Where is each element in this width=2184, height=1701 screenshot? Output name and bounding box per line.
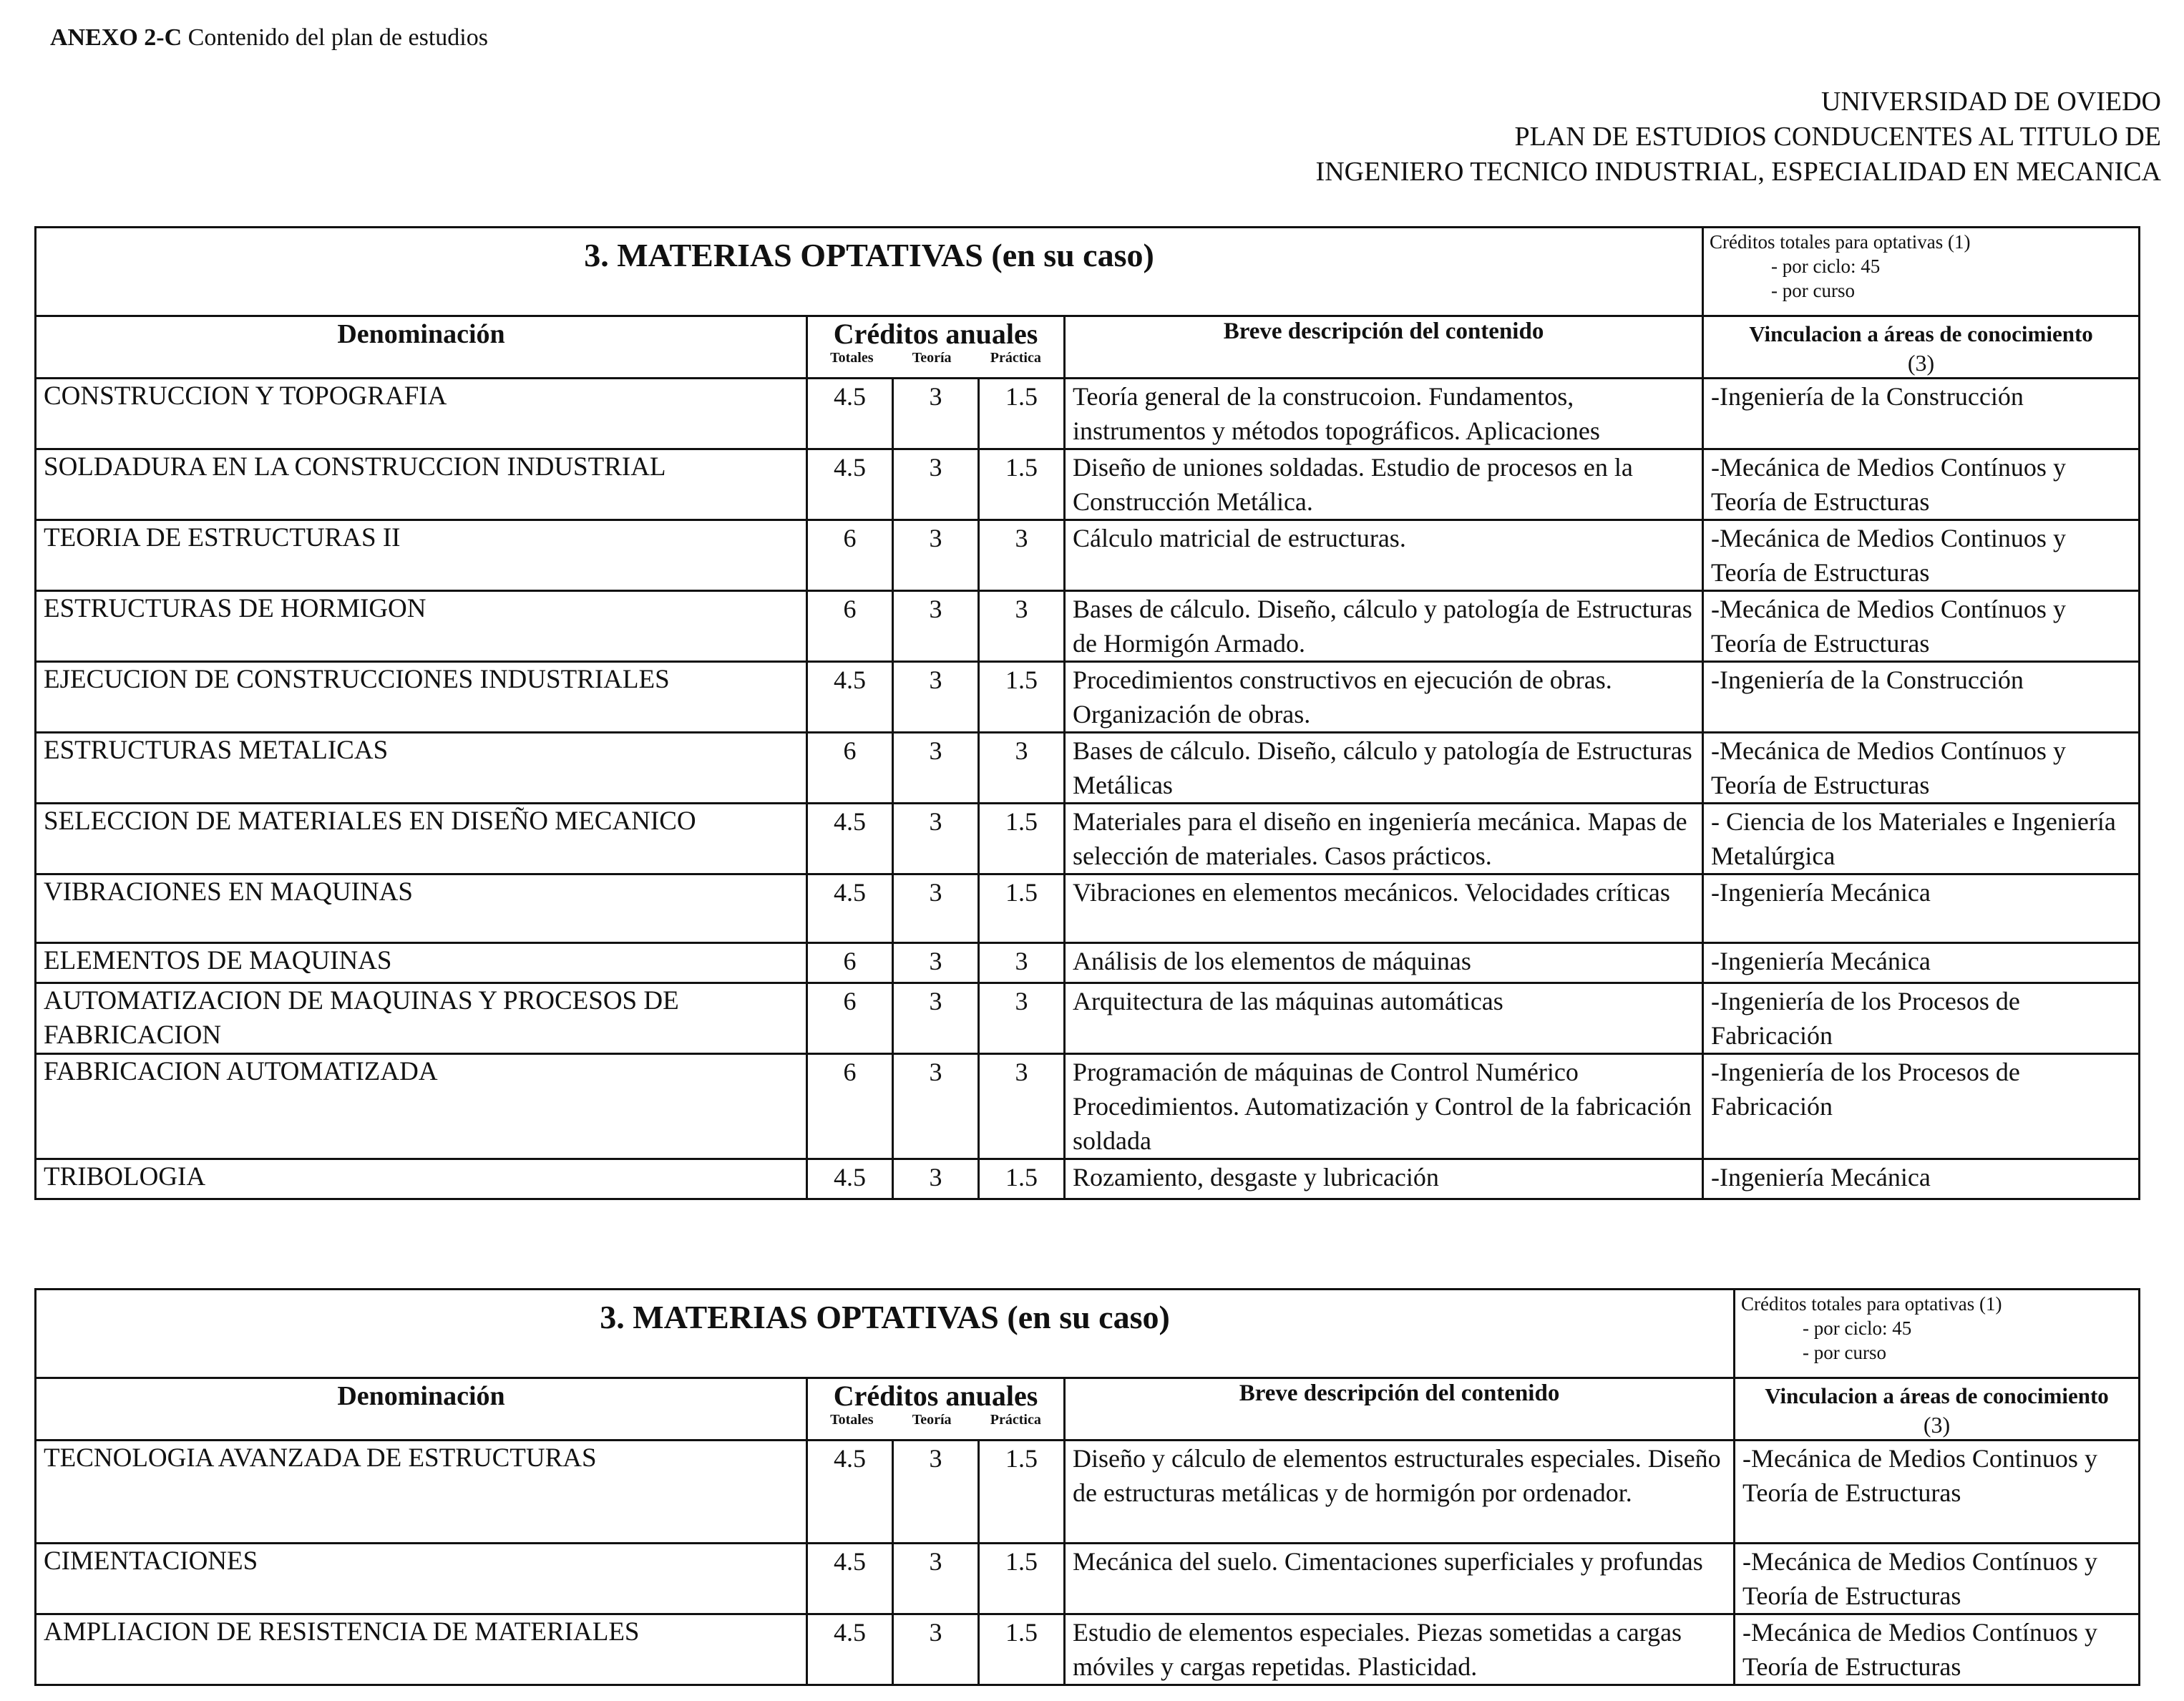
credits-header-label: Créditos anuales bbox=[833, 1380, 1038, 1412]
table-row bbox=[36, 1544, 2140, 1614]
credits-per-course: - por curso bbox=[1771, 280, 1856, 301]
credits-practice: 3 bbox=[979, 983, 1065, 1054]
col-header-description: Breve descripción del contenido bbox=[1065, 316, 1703, 379]
credits-total: 6 bbox=[807, 983, 893, 1054]
area-header-note: (3) bbox=[1923, 1412, 1951, 1438]
knowledge-area: -Ingeniería Mecánica bbox=[1703, 874, 2140, 943]
sub-header-teoria: Teoría bbox=[912, 1412, 952, 1428]
credits-total: 4.5 bbox=[807, 1441, 893, 1544]
credits-practice: 3 bbox=[979, 520, 1065, 591]
subject-description: Diseño y cálculo de elementos estructurales especiales. Diseño de estructuras metálicas y de hormigón por ordenador. bbox=[1065, 1441, 1735, 1544]
credits-total: 4.5 bbox=[807, 449, 893, 520]
credits-theory: 3 bbox=[893, 1441, 979, 1544]
subject-name: AUTOMATIZACION DE MAQUINAS Y PROCESOS DE FABRICACION bbox=[36, 983, 807, 1054]
credits-practice: 3 bbox=[979, 733, 1065, 804]
knowledge-area: -Mecánica de Medios Contínuos y Teoría de Estructuras bbox=[1703, 449, 2140, 520]
credits-practice: 3 bbox=[979, 1054, 1065, 1159]
table-row bbox=[36, 520, 2140, 591]
credits-total: 4.5 bbox=[807, 1544, 893, 1614]
credits-theory: 3 bbox=[893, 449, 979, 520]
credits-theory: 3 bbox=[893, 943, 979, 983]
col-header-credits bbox=[807, 316, 1065, 379]
area-header-label: Vinculacion a áreas de conocimiento bbox=[1749, 321, 2093, 346]
subject-name: AMPLIACION DE RESISTENCIA DE MATERIALES bbox=[36, 1614, 807, 1685]
table-row bbox=[36, 804, 2140, 874]
col-header-credits bbox=[807, 1378, 1065, 1441]
subject-description: Cálculo matricial de estructuras. bbox=[1065, 520, 1703, 591]
table-row bbox=[36, 1614, 2140, 1685]
credits-theory: 3 bbox=[893, 591, 979, 662]
col-header-denominacion: Denominación bbox=[36, 1378, 807, 1441]
table-title: 3. MATERIAS OPTATIVAS (en su caso) bbox=[36, 1290, 1735, 1378]
credits-per-course: - por curso bbox=[1803, 1342, 1887, 1363]
plan-title-line: PLAN DE ESTUDIOS CONDUCENTES AL TITULO DE bbox=[1514, 122, 2161, 152]
subject-description: Teoría general de la construcoion. Fundamentos, instrumentos y métodos topográficos. Aplicaciones bbox=[1065, 379, 1703, 449]
table-title: 3. MATERIAS OPTATIVAS (en su caso) bbox=[36, 228, 1703, 316]
table-row bbox=[36, 943, 2140, 983]
table-row bbox=[36, 449, 2140, 520]
knowledge-area: -Mecánica de Medios Contínuos y Teoría de Estructuras bbox=[1703, 733, 2140, 804]
credits-practice: 3 bbox=[979, 943, 1065, 983]
credits-theory: 3 bbox=[893, 804, 979, 874]
col-header-denominacion: Denominación bbox=[36, 316, 807, 379]
subject-name: SELECCION DE MATERIALES EN DISEÑO MECANICO bbox=[36, 804, 807, 874]
subject-name: TRIBOLOGIA bbox=[36, 1159, 807, 1199]
subject-name: TECNOLOGIA AVANZADA DE ESTRUCTURAS bbox=[36, 1441, 807, 1544]
knowledge-area: -Ingeniería de la Construcción bbox=[1703, 379, 2140, 449]
knowledge-area: -Mecánica de Medios Contínuos y Teoría de Estructuras bbox=[1735, 1614, 2140, 1685]
table-row bbox=[36, 1054, 2140, 1159]
sub-header-practica: Práctica bbox=[990, 350, 1041, 366]
subject-name: CIMENTACIONES bbox=[36, 1544, 807, 1614]
credits-per-cycle: - por ciclo: 45 bbox=[1771, 255, 1881, 277]
annex-heading bbox=[50, 24, 488, 52]
subject-name: TEORIA DE ESTRUCTURAS II bbox=[36, 520, 807, 591]
optional-subjects-table-2 bbox=[34, 1288, 2140, 1686]
table-row bbox=[36, 1441, 2140, 1544]
credits-practice: 1.5 bbox=[979, 662, 1065, 733]
credits-practice: 1.5 bbox=[979, 1441, 1065, 1544]
credits-practice: 1.5 bbox=[979, 1614, 1065, 1685]
optional-subjects-table-1 bbox=[34, 226, 2140, 1200]
col-header-description: Breve descripción del contenido bbox=[1065, 1378, 1735, 1441]
credits-header-label: Créditos anuales bbox=[833, 318, 1038, 350]
degree-title-line: INGENIERO TECNICO INDUSTRIAL, ESPECIALIDAD EN MECANICA bbox=[1315, 157, 2161, 187]
sub-header-teoria: Teoría bbox=[912, 350, 952, 366]
subject-description: Diseño de uniones soldadas. Estudio de procesos en la Construcción Metálica. bbox=[1065, 449, 1703, 520]
credits-total: 4.5 bbox=[807, 379, 893, 449]
subject-description: Análisis de los elementos de máquinas bbox=[1065, 943, 1703, 983]
credits-theory: 3 bbox=[893, 379, 979, 449]
subject-description: Programación de máquinas de Control Numérico Procedimientos. Automatización y Control de la fabricación soldada bbox=[1065, 1054, 1703, 1159]
credits-total: 4.5 bbox=[807, 804, 893, 874]
credits-total: 4.5 bbox=[807, 874, 893, 943]
column-header-row bbox=[36, 316, 2140, 379]
knowledge-area: -Mecánica de Medios Contínuos y Teoría de Estructuras bbox=[1735, 1544, 2140, 1614]
subject-description: Mecánica del suelo. Cimentaciones superficiales y profundas bbox=[1065, 1544, 1735, 1614]
subject-description: Arquitectura de las máquinas automáticas bbox=[1065, 983, 1703, 1054]
credits-total: 6 bbox=[807, 943, 893, 983]
subject-description: Rozamiento, desgaste y lubricación bbox=[1065, 1159, 1703, 1199]
credits-total: 6 bbox=[807, 1054, 893, 1159]
credits-theory: 3 bbox=[893, 662, 979, 733]
subject-description: Bases de cálculo. Diseño, cálculo y patología de Estructuras Metálicas bbox=[1065, 733, 1703, 804]
knowledge-area: -Ingeniería Mecánica bbox=[1703, 1159, 2140, 1199]
subject-name: ESTRUCTURAS DE HORMIGON bbox=[36, 591, 807, 662]
credits-practice: 1.5 bbox=[979, 449, 1065, 520]
credits-practice: 1.5 bbox=[979, 1159, 1065, 1199]
sub-header-totales: Totales bbox=[830, 350, 874, 366]
knowledge-area: -Ingeniería de los Procesos de Fabricación bbox=[1703, 1054, 2140, 1159]
subject-name: ELEMENTOS DE MAQUINAS bbox=[36, 943, 807, 983]
credits-total: 4.5 bbox=[807, 1614, 893, 1685]
column-header-row bbox=[36, 1378, 2140, 1441]
knowledge-area: -Mecánica de Medios Continuos y Teoría de Estructuras bbox=[1703, 520, 2140, 591]
total-credits-box bbox=[1703, 228, 2140, 316]
subject-name: FABRICACION AUTOMATIZADA bbox=[36, 1054, 807, 1159]
credits-total: 6 bbox=[807, 520, 893, 591]
subject-description: Bases de cálculo. Diseño, cálculo y patología de Estructuras de Hormigón Armado. bbox=[1065, 591, 1703, 662]
sub-header-practica: Práctica bbox=[990, 1412, 1041, 1428]
subject-name: SOLDADURA EN LA CONSTRUCCION INDUSTRIAL bbox=[36, 449, 807, 520]
table-row bbox=[36, 733, 2140, 804]
table-row bbox=[36, 1159, 2140, 1199]
knowledge-area: -Ingeniería Mecánica bbox=[1703, 943, 2140, 983]
subject-name: CONSTRUCCION Y TOPOGRAFIA bbox=[36, 379, 807, 449]
table-row bbox=[36, 379, 2140, 449]
credits-theory: 3 bbox=[893, 1159, 979, 1199]
credits-theory: 3 bbox=[893, 983, 979, 1054]
knowledge-area: - Ciencia de los Materiales e Ingeniería Metalúrgica bbox=[1703, 804, 2140, 874]
subject-name: EJECUCION DE CONSTRUCCIONES INDUSTRIALES bbox=[36, 662, 807, 733]
credits-theory: 3 bbox=[893, 874, 979, 943]
annex-subtitle: Contenido del plan de estudios bbox=[187, 24, 488, 51]
table-title-row bbox=[36, 1290, 2140, 1378]
subject-description: Materiales para el diseño en ingeniería mecánica. Mapas de selección de materiales. Casos prácticos. bbox=[1065, 804, 1703, 874]
table-row bbox=[36, 874, 2140, 943]
credits-total: 4.5 bbox=[807, 1159, 893, 1199]
sub-header-totales: Totales bbox=[830, 1412, 874, 1428]
table-title-row bbox=[36, 228, 2140, 316]
credits-theory: 3 bbox=[893, 520, 979, 591]
credits-practice: 3 bbox=[979, 591, 1065, 662]
area-header-note: (3) bbox=[1907, 350, 1935, 376]
knowledge-area: -Ingeniería de los Procesos de Fabricación bbox=[1703, 983, 2140, 1054]
credits-total: 6 bbox=[807, 733, 893, 804]
credits-theory: 3 bbox=[893, 1054, 979, 1159]
knowledge-area: -Mecánica de Medios Continuos y Teoría de Estructuras bbox=[1735, 1441, 2140, 1544]
col-header-area bbox=[1703, 316, 2140, 379]
knowledge-area: -Mecánica de Medios Contínuos y Teoría de Estructuras bbox=[1703, 591, 2140, 662]
annex-number: ANEXO 2-C bbox=[50, 24, 182, 51]
credits-theory: 3 bbox=[893, 1614, 979, 1685]
subject-description: Procedimientos constructivos en ejecución de obras. Organización de obras. bbox=[1065, 662, 1703, 733]
credits-practice: 1.5 bbox=[979, 874, 1065, 943]
credits-practice: 1.5 bbox=[979, 379, 1065, 449]
credits-total: 6 bbox=[807, 591, 893, 662]
col-header-area bbox=[1735, 1378, 2140, 1441]
subject-description: Vibraciones en elementos mecánicos. Velocidades críticas bbox=[1065, 874, 1703, 943]
university-name: UNIVERSIDAD DE OVIEDO bbox=[1821, 87, 2161, 117]
credits-theory: 3 bbox=[893, 1544, 979, 1614]
table-row bbox=[36, 591, 2140, 662]
credits-practice: 1.5 bbox=[979, 804, 1065, 874]
total-credits-label: Créditos totales para optativas (1) bbox=[1710, 231, 1971, 253]
subject-name: ESTRUCTURAS METALICAS bbox=[36, 733, 807, 804]
credits-practice: 1.5 bbox=[979, 1544, 1065, 1614]
table-row bbox=[36, 983, 2140, 1054]
subject-name: VIBRACIONES EN MAQUINAS bbox=[36, 874, 807, 943]
knowledge-area: -Ingeniería de la Construcción bbox=[1703, 662, 2140, 733]
credits-total: 4.5 bbox=[807, 662, 893, 733]
credits-per-cycle: - por ciclo: 45 bbox=[1803, 1317, 1912, 1339]
subject-description: Estudio de elementos especiales. Piezas sometidas a cargas móviles y cargas repetidas. Plasticidad. bbox=[1065, 1614, 1735, 1685]
area-header-label: Vinculacion a áreas de conocimiento bbox=[1765, 1383, 2109, 1408]
table-row bbox=[36, 662, 2140, 733]
university-header bbox=[1316, 84, 2161, 190]
credits-theory: 3 bbox=[893, 733, 979, 804]
total-credits-box bbox=[1735, 1290, 2140, 1378]
total-credits-label: Créditos totales para optativas (1) bbox=[1741, 1293, 2002, 1315]
